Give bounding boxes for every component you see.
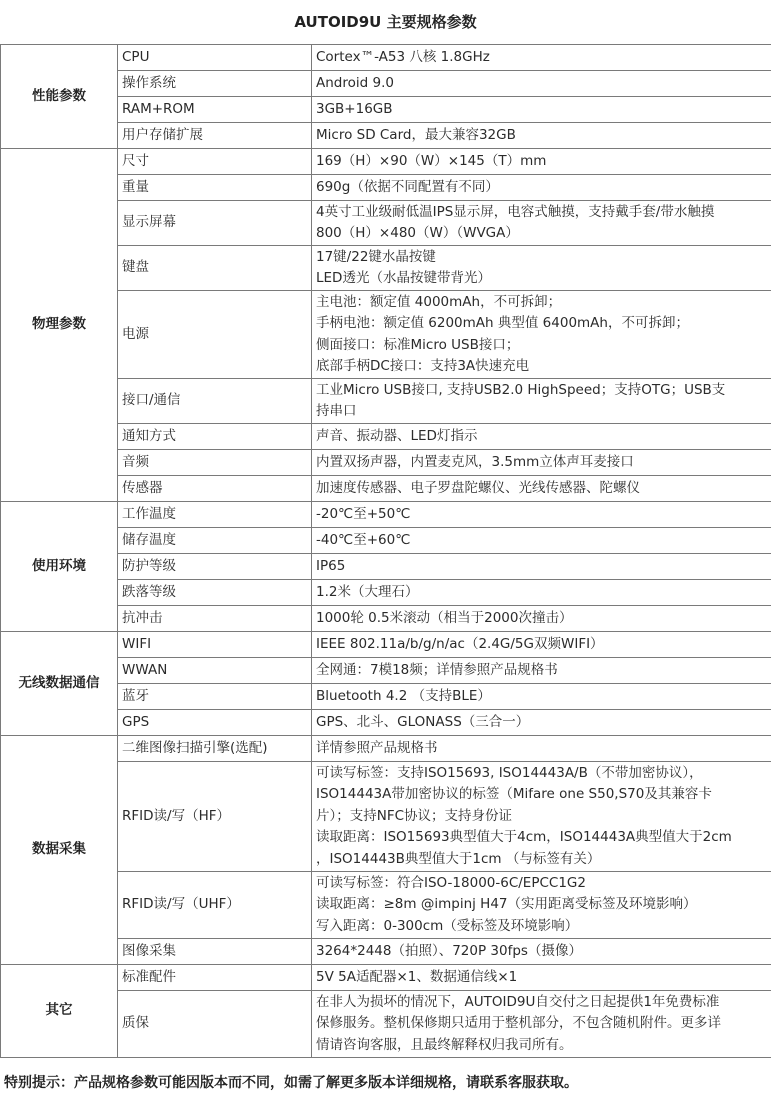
spec-value bbox=[312, 175, 771, 201]
spec-value bbox=[312, 762, 771, 872]
spec-value-line: -20℃至+50℃ bbox=[316, 505, 411, 522]
spec-key: 储存温度 bbox=[118, 528, 312, 554]
spec-key: 防护等级 bbox=[118, 554, 312, 580]
spec-key: WWAN bbox=[118, 658, 312, 684]
spec-key: WIFI bbox=[118, 632, 312, 658]
spec-value-line: 详情参照产品规格书 bbox=[316, 739, 438, 756]
spec-value-line: 侧面接口：标准Micro USB接口； bbox=[316, 336, 520, 353]
spec-value-line: 800（H）×480（W）（WVGA） bbox=[316, 225, 519, 241]
spec-value-line: 写入距离：0-300cm（受标签及环境影响） bbox=[316, 917, 579, 934]
section-category: 数据采集 bbox=[1, 736, 118, 965]
spec-value bbox=[312, 246, 771, 291]
spec-key: GPS bbox=[118, 710, 312, 736]
spec-value bbox=[312, 291, 771, 379]
spec-value-line: 5V 5A适配器×1、数据通信线×1 bbox=[316, 968, 518, 985]
spec-value-line: 在非人为损坏的情况下，AUTOID9U自交付之日起提供1年免费标准 bbox=[316, 993, 720, 1010]
spec-value bbox=[312, 123, 771, 149]
spec-value-line: LED透光（水晶按键带背光） bbox=[316, 270, 491, 286]
spec-value-line: 读取距离：ISO15693典型值大于4cm，ISO14443A典型值大于2cm bbox=[316, 829, 732, 846]
spec-value-line: 3264*2448（拍照）、720P 30fps（摄像） bbox=[316, 942, 582, 959]
spec-key: 跌落等级 bbox=[118, 580, 312, 606]
spec-value bbox=[312, 939, 771, 965]
spec-key: 抗冲击 bbox=[118, 606, 312, 632]
spec-value-line: 加速度传感器、电子罗盘陀螺仪、光线传感器、陀螺仪 bbox=[316, 479, 640, 496]
spec-value bbox=[312, 580, 771, 606]
spec-value-line: 内置双扬声器，内置麦克风，3.5mm立体声耳麦接口 bbox=[316, 453, 634, 470]
spec-row bbox=[1, 736, 771, 762]
spec-key: CPU bbox=[118, 45, 312, 71]
spec-key: 工作温度 bbox=[118, 502, 312, 528]
page-title: AUTOID9U 主要规格参数 bbox=[294, 13, 477, 31]
spec-value bbox=[312, 872, 771, 939]
spec-value bbox=[312, 710, 771, 736]
spec-row bbox=[1, 965, 771, 991]
spec-value bbox=[312, 965, 771, 991]
spec-value-line: 主电池：额定值 4000mAh，不可拆卸； bbox=[316, 293, 562, 310]
spec-key: 尺寸 bbox=[118, 149, 312, 175]
spec-key: 电源 bbox=[118, 291, 312, 379]
spec-key: 图像采集 bbox=[118, 939, 312, 965]
spec-key: 传感器 bbox=[118, 476, 312, 502]
spec-key: 重量 bbox=[118, 175, 312, 201]
spec-key: RFID读/写（UHF） bbox=[118, 872, 312, 939]
spec-value bbox=[312, 502, 771, 528]
spec-value-line: IEEE 802.11a/b/g/n/ac（2.4G/5G双频WIFI） bbox=[316, 635, 604, 652]
spec-value-line: 690g（依据不同配置有不同） bbox=[316, 178, 499, 195]
spec-value-line: 读取距离：≥8m @impinj H47（实用距离受标签及环境影响） bbox=[316, 896, 697, 913]
spec-value bbox=[312, 606, 771, 632]
spec-value-line: 4英寸工业级耐低温IPS显示屏，电容式触摸，支持戴手套/带水触摸 bbox=[316, 203, 715, 220]
spec-key: 显示屏幕 bbox=[118, 201, 312, 246]
spec-row bbox=[1, 45, 771, 71]
spec-value-line: 3GB+16GB bbox=[316, 100, 393, 117]
spec-row bbox=[1, 502, 771, 528]
spec-value bbox=[312, 424, 771, 450]
spec-value bbox=[312, 149, 771, 175]
spec-key: RFID读/写（HF） bbox=[118, 762, 312, 872]
spec-value bbox=[312, 991, 771, 1058]
spec-value-line: 1.2米（大理石） bbox=[316, 583, 419, 600]
spec-value-line: 全网通：7模18频；详情参照产品规格书 bbox=[316, 661, 558, 678]
spec-key: 接口/通信 bbox=[118, 379, 312, 424]
spec-key: 通知方式 bbox=[118, 424, 312, 450]
spec-key: 蓝牙 bbox=[118, 684, 312, 710]
special-note: 特别提示：产品规格参数可能因版本而不同，如需了解更多版本详细规格，请联系客服获取。 bbox=[4, 1075, 578, 1091]
spec-key: 用户存储扩展 bbox=[118, 123, 312, 149]
spec-value-line: Android 9.0 bbox=[316, 74, 394, 91]
spec-value-line: IP65 bbox=[316, 557, 346, 574]
spec-key: 质保 bbox=[118, 991, 312, 1058]
spec-value-line: ISO14443A带加密协议的标签（Mifare one S50,S70及其兼容卡 bbox=[316, 786, 712, 803]
spec-table-body bbox=[1, 45, 771, 1058]
section-category: 使用环境 bbox=[1, 502, 118, 632]
spec-key: 音频 bbox=[118, 450, 312, 476]
spec-row bbox=[1, 632, 771, 658]
section-category: 性能参数 bbox=[1, 45, 118, 149]
spec-value-line: 保修服务。整机保修期只适用于整机部分，不包含随机附件。更多详 bbox=[316, 1015, 721, 1032]
spec-value-line: Bluetooth 4.2 （支持BLE） bbox=[316, 687, 491, 704]
spec-value-line: 情请咨询客服，且最终解释权归我司所有。 bbox=[316, 1036, 573, 1053]
spec-table bbox=[0, 44, 771, 1058]
spec-value-line: -40℃至+60℃ bbox=[316, 531, 411, 548]
spec-key: 操作系统 bbox=[118, 71, 312, 97]
spec-value bbox=[312, 97, 771, 123]
spec-value bbox=[312, 476, 771, 502]
spec-key: 键盘 bbox=[118, 246, 312, 291]
spec-value-line: 可读写标签：符合ISO-18000-6C/EPCC1G2 bbox=[316, 874, 586, 891]
spec-key: RAM+ROM bbox=[118, 97, 312, 123]
spec-value bbox=[312, 379, 771, 424]
section-category: 物理参数 bbox=[1, 149, 118, 502]
spec-value-line: ，ISO14443B典型值大于1cm （与标签有关） bbox=[316, 850, 601, 867]
spec-value bbox=[312, 736, 771, 762]
spec-value-line: 声音、振动器、LED灯指示 bbox=[316, 427, 478, 444]
spec-value bbox=[312, 450, 771, 476]
spec-key: 二维图像扫描引擎(选配) bbox=[118, 736, 312, 762]
spec-value bbox=[312, 684, 771, 710]
spec-value bbox=[312, 71, 771, 97]
spec-value bbox=[312, 658, 771, 684]
spec-value-line: 1000轮 0.5米滚动（相当于2000次撞击） bbox=[316, 609, 573, 626]
spec-value bbox=[312, 45, 771, 71]
section-category: 无线数据通信 bbox=[1, 632, 118, 736]
spec-value-line: 17键/22键水晶按键 bbox=[316, 248, 436, 265]
section-category: 其它 bbox=[1, 965, 118, 1058]
spec-value-line: Micro SD Card，最大兼容32GB bbox=[316, 126, 516, 143]
spec-value-line: 手柄电池：额定值 6200mAh 典型值 6400mAh，不可拆卸； bbox=[316, 315, 689, 331]
spec-value-line: 169（H）×90（W）×145（T）mm bbox=[316, 152, 547, 169]
spec-row bbox=[1, 149, 771, 175]
spec-key: 标准配件 bbox=[118, 965, 312, 991]
spec-value-line: GPS、北斗、GLONASS（三合一） bbox=[316, 713, 530, 730]
spec-value bbox=[312, 632, 771, 658]
spec-value bbox=[312, 528, 771, 554]
spec-value bbox=[312, 201, 771, 246]
spec-value-line: 可读写标签：支持ISO15693, ISO14443A/B（不带加密协议）， bbox=[316, 764, 703, 781]
spec-value-line: 底部手柄DC接口：支持3A快速充电 bbox=[316, 358, 530, 374]
spec-value-line: 工业Micro USB接口, 支持USB2.0 HighSpeed；支持OTG；USB支 bbox=[316, 381, 726, 398]
spec-value-line: Cortex™-A53 八核 1.8GHz bbox=[316, 48, 490, 65]
spec-value bbox=[312, 554, 771, 580]
spec-value-line: 持串口 bbox=[316, 403, 357, 419]
spec-value-line: 片）；支持NFC协议；支持身份证 bbox=[316, 807, 513, 824]
